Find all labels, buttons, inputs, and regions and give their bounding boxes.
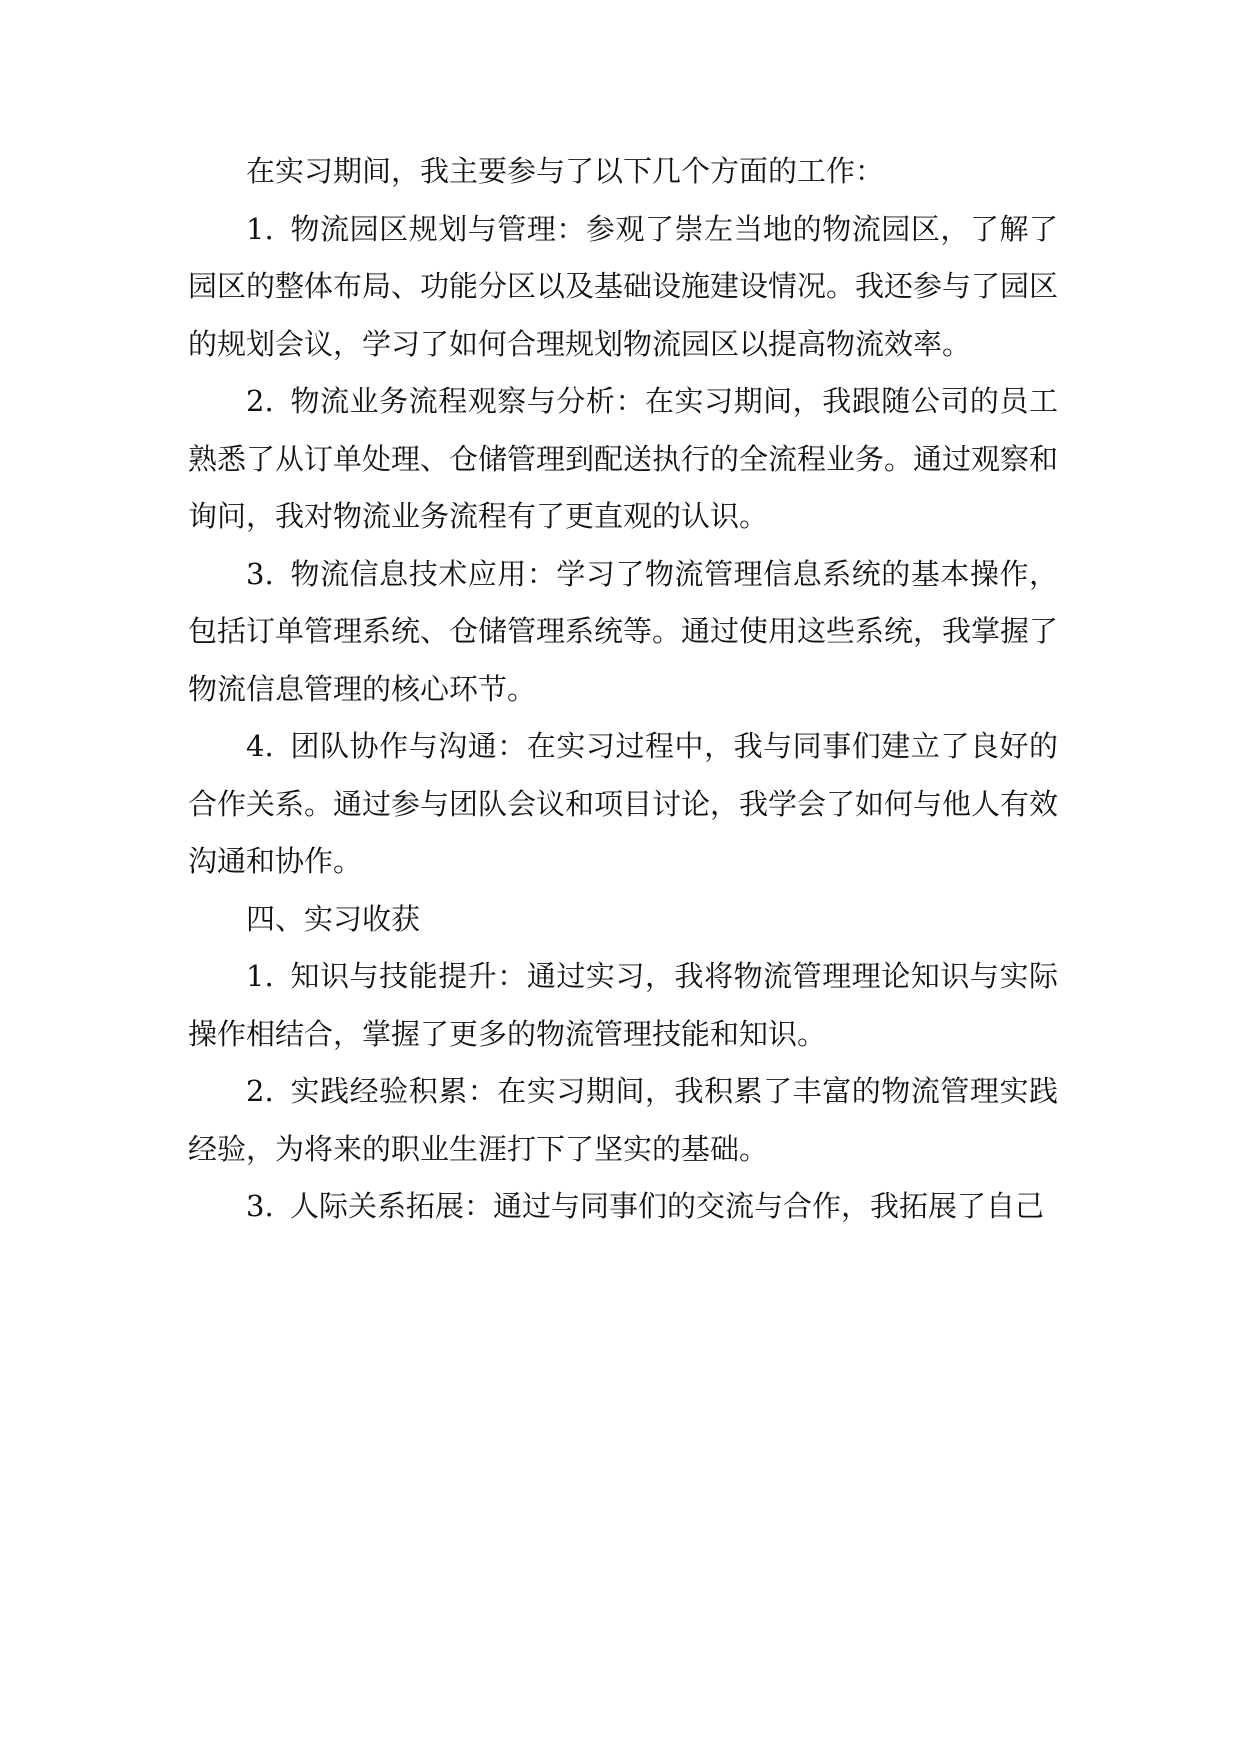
list-number: 4. (246, 729, 274, 763)
list-item-text: 物流信息技术应用：学习了物流管理信息系统的基本操作，包括订单管理系统、仓储管理系统等。通过使用这些系统，我掌握了物流信息管理的核心环节。 (188, 556, 1059, 706)
list-item-text: 实践经验积累：在实习期间，我积累了丰富的物流管理实践经验，为将来的职业生涯打下了坚实的基础。 (188, 1074, 1058, 1166)
work-item-4 (188, 718, 1058, 891)
list-item-text: 物流业务流程观察与分析：在实习期间，我跟随公司的员工熟悉了从订单处理、仓储管理到配送执行的全流程业务。通过观察和询问，我对物流业务流程有了更直观的认识。 (188, 384, 1059, 533)
work-item-1 (188, 201, 1058, 374)
list-number: 2. (246, 1074, 274, 1108)
gain-item-1 (188, 948, 1058, 1063)
list-item-text: 知识与技能提升：通过实习，我将物流管理理论知识与实际操作相结合，掌握了更多的物流管理技能和知识。 (188, 959, 1058, 1051)
gain-item-3 (188, 1178, 1058, 1236)
list-item-text: 团队协作与沟通：在实习过程中，我与同事们建立了良好的合作关系。通过参与团队会议和项目讨论，我学会了如何与他人有效沟通和协作。 (188, 729, 1059, 878)
list-number: 3. (246, 1189, 274, 1223)
list-number: 1. (246, 959, 274, 993)
intro-paragraph: 在实习期间，我主要参与了以下几个方面的工作： (246, 154, 885, 188)
document-body (188, 143, 1058, 1236)
section-heading: 四、实习收获 (246, 901, 421, 936)
work-item-3 (188, 546, 1058, 719)
list-number: 2. (246, 384, 274, 418)
list-item-text: 物流园区规划与管理：参观了崇左当地的物流园区，了解了园区的整体布局、功能分区以及基础设施建设情况。我还参与了园区的规划会议，学习了如何合理规划物流园区以提高物流效率。 (188, 211, 1059, 361)
gain-item-2 (188, 1063, 1058, 1178)
list-item-text: 人际关系拓展：通过与同事们的交流与合作，我拓展了自己 (290, 1189, 1045, 1223)
list-number: 3. (246, 556, 274, 591)
work-item-2 (188, 373, 1058, 546)
list-number: 1. (246, 211, 274, 246)
